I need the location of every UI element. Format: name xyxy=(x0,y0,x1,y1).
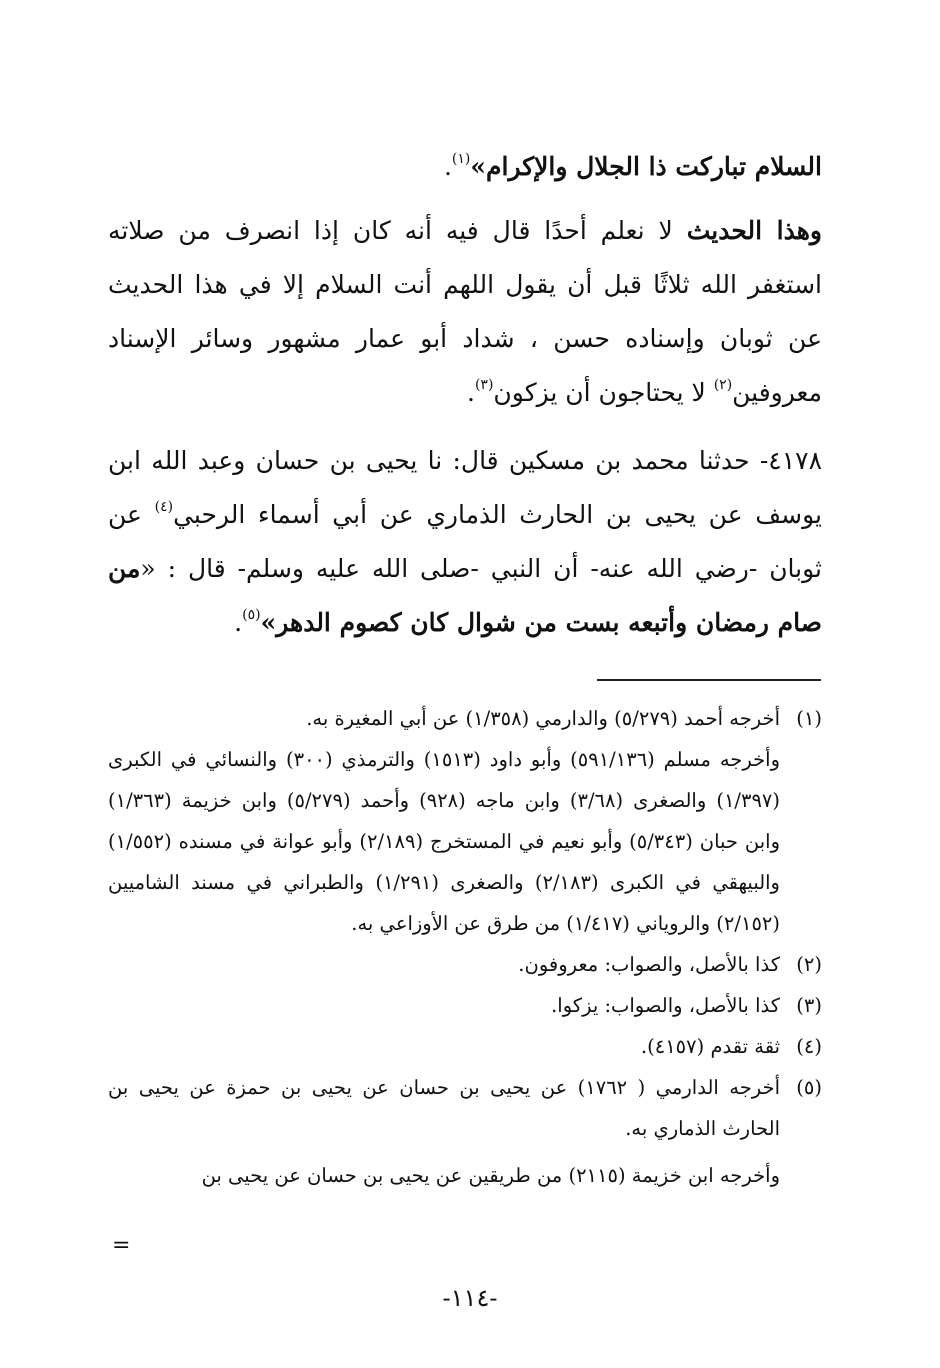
footnote-ref: (٥) xyxy=(242,607,261,623)
footnote-4: (٤) ثقة تقدم (٤١٥٧). xyxy=(108,1026,822,1067)
quoted-text: السلام تباركت ذا الجلال والإكرام» xyxy=(470,152,822,181)
footnote-ref: (١) xyxy=(451,151,471,167)
footnote-2: (٢) كذا بالأصل، والصواب: معروفون. xyxy=(108,944,822,985)
footnote-ref: (٣) xyxy=(474,377,494,393)
hadith-text: من صام رمضان وأتبعه بست من شوال كان كصوم الدهر» xyxy=(108,554,822,637)
paragraph-3: ٤١٧٨- حدثنا محمد بن مسكين قال: نا يحيى بن حسان وعبد الله ابن يوسف عن يحيى بن الحارث الذماري عن أبي أسماء الرحبي$^{(٤)}$ عن ثوبان -رضي الله عنه- أن النبي -صلى الله عليه وسلم- قال : «من صام رمضان وأتبعه بست من شوال كان كصوم الدهر»$^{(٥)}$. xyxy=(108,446,822,637)
footnote-ref: (٤) xyxy=(154,499,174,515)
paragraph-2: وهذا الحديث لا نعلم أحدًا قال فيه أنه كان إذا انصرف من صلاته استغفر الله ثلاثًا قبل أن يقول اللهم أنت السلام إلا في هذا الحديث عن ثوبان وإسناده حسن ، شداد أبو عمار مشهور وسائر الإسناد معروفين$^{(٢)}$ لا يحتاجون أن يزكون$^{(٣)}$. xyxy=(108,216,823,407)
footnote-number: (٣) xyxy=(796,994,822,1017)
footnote-number: (٢) xyxy=(796,953,822,976)
footnote-separator xyxy=(597,679,821,681)
page-number: -١١٤- xyxy=(442,1284,498,1312)
main-text xyxy=(108,140,822,650)
footnote-1: (١) أخرجه أحمد (٥/٢٧٩) والدارمي (١/٣٥٨) عن أبي المغيرة به. وأخرجه مسلم (٥٩١/١٣٦) وأبو داود (١٥١٣) والترمذي (٣٠٠) والنسائي في الكبرى (١/٣٩٧) والصغرى (٣/٦٨) وابن ماجه (٩٢٨) وأحمد (٥/٢٧٩) وابن خزيمة (١/٣٦٣) وابن حبان (٥/٣٤٣) وأبو نعيم في المستخرج (٢/١٨٩) وأبو عوانة في مسنده (١/٥٥٢) والبيهقي في الكبرى (٢/١٨٣) والصغرى (١/٢٩١) والطبراني في مسند الشاميين (٢/١٥٢) والروياني (١/٤١٧) من طرق عن الأوزاعي به. xyxy=(108,698,822,944)
footnotes xyxy=(108,698,822,1196)
footnote-number: (٤) xyxy=(796,1035,822,1058)
footnote-continuation: وأخرجه ابن خزيمة (٢١١٥) من طريقين عن يحيى بن حسان عن يحيى بن xyxy=(201,1164,780,1187)
continuation-mark: = xyxy=(112,1233,131,1258)
footnote-5: (٥) أخرجه الدارمي ( ١٧٦٢) عن يحيى بن حسان عن يحيى بن حمزة عن يحيى بن الحارث الذماري به. xyxy=(108,1067,822,1149)
footnote-ref: (٢) xyxy=(713,377,733,393)
bold-lead: وهذا الحديث xyxy=(686,216,823,245)
footnote-number: (١) xyxy=(796,707,822,730)
footnote-3: (٣) كذا بالأصل، والصواب: يزكوا. xyxy=(108,985,822,1026)
paragraph-1: السلام تباركت ذا الجلال والإكرام»$^{(١)}$. xyxy=(443,151,822,181)
footnote-number: (٥) xyxy=(796,1076,822,1099)
